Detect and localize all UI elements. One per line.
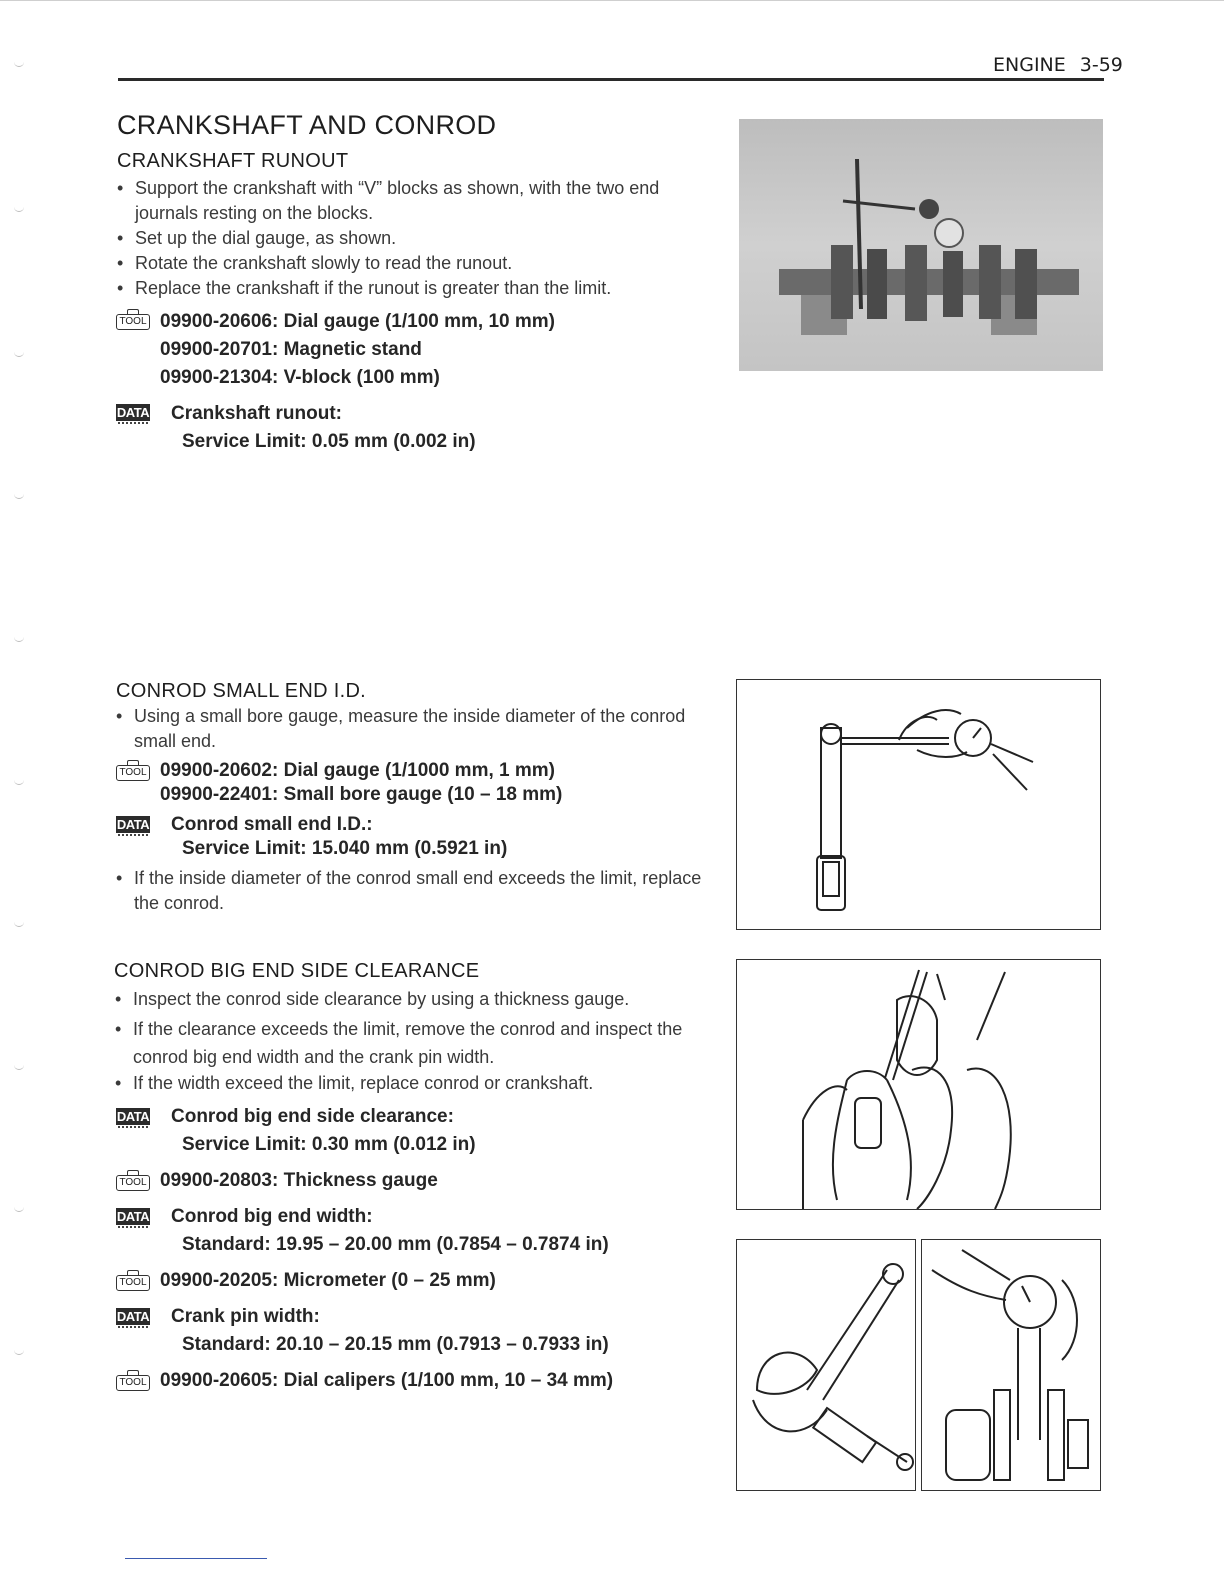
data-icon: DATA xyxy=(116,1109,150,1124)
margin-mark xyxy=(14,350,24,357)
margin-mark xyxy=(14,492,24,499)
small-bore-gauge-figure xyxy=(736,679,1101,930)
margin-mark xyxy=(14,920,24,927)
margin-mark xyxy=(14,1063,24,1070)
small-end-bullet-2: • If the inside diameter of the conrod small end exceeds the limit, replace the conrod. xyxy=(116,868,702,913)
big-end-heading: CONROD BIG END SIDE CLEARANCE xyxy=(114,960,480,982)
runout-bullet-1: • Support the crankshaft with “V” blocks as shown, with the two end journals resting on the blocks. xyxy=(117,178,660,223)
section-name: ENGINE xyxy=(993,54,1066,76)
page-number: 3-59 xyxy=(1079,54,1123,76)
margin-mark xyxy=(14,60,24,67)
clearance-data-label: Conrod big end side clearance: xyxy=(171,1106,454,1127)
crankshaft-runout-photo xyxy=(739,119,1103,371)
big-end-tool-3: 09900-20605: Dial calipers (1/100 mm, 10 – 34 mm) xyxy=(160,1370,614,1391)
micrometer-figure xyxy=(736,1239,916,1491)
thickness-gauge-figure xyxy=(736,959,1101,1210)
page-header xyxy=(993,54,1123,76)
runout-tool-1: 09900-20606: Dial gauge (1/100 mm, 10 mm) xyxy=(160,311,555,332)
margin-mark xyxy=(14,1205,24,1212)
width-data-label: Conrod big end width: xyxy=(171,1206,373,1227)
margin-mark xyxy=(14,778,24,785)
big-end-bullet-1: • Inspect the conrod side clearance by using a thickness gauge. xyxy=(115,989,630,1009)
runout-tool-2: 09900-20701: Magnetic stand xyxy=(160,339,422,360)
small-end-tool-1: 09900-20602: Dial gauge (1/1000 mm, 1 mm) xyxy=(160,760,555,781)
data-icon: DATA xyxy=(116,817,150,832)
big-end-tool-2: 09900-20205: Micrometer (0 – 25 mm) xyxy=(160,1270,496,1291)
runout-heading: CRANKSHAFT RUNOUT xyxy=(117,150,349,172)
tool-icon: TOOL xyxy=(116,1270,152,1290)
small-end-tool-2: 09900-22401: Small bore gauge (10 – 18 mm) xyxy=(160,784,563,805)
clearance-data-value: Service Limit: 0.30 mm (0.012 in) xyxy=(182,1134,476,1155)
tool-icon: TOOL xyxy=(116,1170,152,1190)
big-end-bullet-3: • If the width exceed the limit, replace conrod or crankshaft. xyxy=(115,1073,594,1093)
tool-icon: TOOL xyxy=(116,309,152,329)
runout-tool-3: 09900-21304: V-block (100 mm) xyxy=(160,367,440,388)
margin-mark xyxy=(14,205,24,212)
runout-data-label: Crankshaft runout: xyxy=(171,403,342,424)
dial-caliper-figure xyxy=(921,1239,1101,1491)
margin-mark xyxy=(14,635,24,642)
header-rule xyxy=(118,78,1104,81)
data-icon: DATA xyxy=(116,1209,150,1224)
tool-icon: TOOL xyxy=(116,1370,152,1390)
small-end-data-value: Service Limit: 15.040 mm (0.5921 in) xyxy=(182,838,508,859)
runout-bullet-2: • Set up the dial gauge, as shown. xyxy=(117,228,397,248)
tool-icon: TOOL xyxy=(116,760,152,780)
small-end-bullet-1: • Using a small bore gauge, measure the inside diameter of the conrod small end. xyxy=(116,706,686,751)
pin-data-value: Standard: 20.10 – 20.15 mm (0.7913 – 0.7933 in) xyxy=(182,1334,609,1355)
pin-data-label: Crank pin width: xyxy=(171,1306,320,1327)
runout-bullet-4: • Replace the crankshaft if the runout is greater than the limit. xyxy=(117,278,612,298)
big-end-bullet-2: • If the clearance exceeds the limit, remove the conrod and inspect the conrod big end width and the crank pin width. xyxy=(115,1019,683,1067)
data-icon: DATA xyxy=(116,1309,150,1324)
runout-bullet-3: • Rotate the crankshaft slowly to read the runout. xyxy=(117,253,513,273)
margin-mark xyxy=(14,1348,24,1355)
small-end-heading: CONROD SMALL END I.D. xyxy=(116,680,367,702)
data-icon: DATA xyxy=(116,405,150,420)
footer-line xyxy=(125,1558,267,1559)
page-title: CRANKSHAFT AND CONROD xyxy=(117,110,497,140)
top-edge-line xyxy=(0,0,1224,1)
small-end-data-label: Conrod small end I.D.: xyxy=(171,814,373,835)
big-end-tool-1: 09900-20803: Thickness gauge xyxy=(160,1170,438,1191)
width-data-value: Standard: 19.95 – 20.00 mm (0.7854 – 0.7874 in) xyxy=(182,1234,609,1255)
runout-data-value: Service Limit: 0.05 mm (0.002 in) xyxy=(182,431,476,452)
